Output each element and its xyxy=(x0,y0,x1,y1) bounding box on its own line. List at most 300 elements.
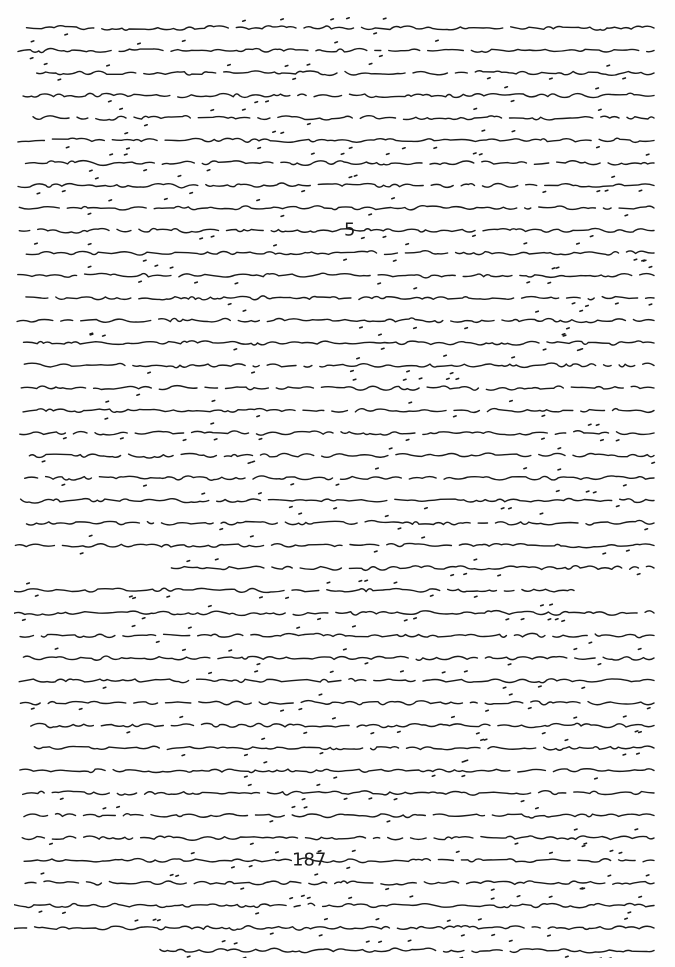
diacritic-mark xyxy=(27,583,30,584)
diacritic-mark xyxy=(297,627,300,628)
handwritten-line xyxy=(19,228,654,233)
diacritic-mark xyxy=(262,738,265,739)
handwritten-line xyxy=(24,858,654,863)
diacritic-mark xyxy=(479,919,482,920)
diacritic-mark xyxy=(556,619,559,620)
diacritic-mark xyxy=(637,753,640,754)
diacritic-mark xyxy=(117,807,120,808)
diacritic-mark xyxy=(137,394,140,395)
diacritic-mark xyxy=(447,378,450,379)
diacritic-mark xyxy=(450,373,453,374)
diacritic-mark xyxy=(635,731,638,732)
diacritic-mark xyxy=(32,708,35,709)
diacritic-mark xyxy=(121,438,124,439)
diacritic-mark xyxy=(229,650,232,651)
diacritic-mark xyxy=(398,528,401,529)
diacritic-mark xyxy=(596,88,599,89)
diacritic-mark xyxy=(454,416,457,417)
diacritic-mark xyxy=(142,618,145,619)
diacritic-mark xyxy=(209,673,212,674)
handwritten-line xyxy=(21,499,654,504)
handwritten-number: 5 xyxy=(344,219,356,241)
diacritic-mark xyxy=(144,170,147,171)
diacritic-mark xyxy=(574,717,577,718)
diacritic-mark xyxy=(603,553,606,554)
diacritic-mark xyxy=(55,648,58,649)
diacritic-mark xyxy=(291,484,294,485)
diacritic-mark xyxy=(145,125,148,126)
diacritic-mark xyxy=(365,663,368,664)
handwritten-line xyxy=(21,386,654,391)
handwritten-line xyxy=(25,116,654,120)
diacritic-mark xyxy=(369,798,372,799)
diacritic-mark xyxy=(290,507,293,508)
diacritic-mark xyxy=(243,310,246,311)
diacritic-mark xyxy=(386,889,389,890)
diacritic-mark xyxy=(178,176,181,177)
diacritic-mark xyxy=(432,775,435,776)
diacritic-mark xyxy=(646,875,649,876)
diacritic-mark xyxy=(58,79,61,80)
handwritten-line xyxy=(18,273,654,278)
diacritic-mark xyxy=(383,18,386,19)
diacritic-mark xyxy=(319,694,322,695)
diacritic-mark xyxy=(260,597,263,598)
diacritic-mark xyxy=(349,898,352,899)
diacritic-mark xyxy=(365,580,368,581)
diacritic-mark xyxy=(176,875,179,876)
diacritic-mark xyxy=(608,875,611,876)
diacritic-mark xyxy=(299,513,302,514)
handwritten-line xyxy=(14,48,654,52)
diacritic-mark xyxy=(521,801,524,802)
diacritic-mark xyxy=(456,379,459,380)
diacritic-mark xyxy=(258,148,261,149)
diacritic-mark xyxy=(167,596,170,597)
diacritic-mark xyxy=(407,371,410,372)
diacritic-mark xyxy=(255,102,258,103)
diacritic-mark xyxy=(318,619,321,620)
diacritic-mark xyxy=(299,709,302,710)
diacritic-mark xyxy=(383,237,386,238)
diacritic-mark xyxy=(331,19,334,20)
diacritic-mark xyxy=(35,243,38,244)
diacritic-mark xyxy=(344,259,347,260)
diacritic-mark xyxy=(110,154,113,155)
diacritic-mark xyxy=(540,513,543,514)
diacritic-mark xyxy=(401,671,404,672)
diacritic-mark xyxy=(130,596,133,597)
diacritic-mark xyxy=(89,535,92,536)
diacritic-mark xyxy=(248,463,251,464)
diacritic-mark xyxy=(575,829,578,830)
diacritic-mark xyxy=(637,574,640,575)
diacritic-mark xyxy=(639,732,642,733)
diacritic-mark xyxy=(389,448,392,449)
diacritic-mark xyxy=(349,177,352,178)
diacritic-mark xyxy=(527,282,530,283)
diacritic-mark xyxy=(256,913,259,914)
diacritic-mark xyxy=(251,536,254,537)
diacritic-mark xyxy=(452,717,455,718)
diacritic-mark xyxy=(642,260,645,261)
diacritic-mark xyxy=(509,508,512,509)
diacritic-mark xyxy=(249,785,252,786)
diacritic-mark xyxy=(574,649,577,650)
handwritten-line xyxy=(15,588,574,592)
diacritic-mark xyxy=(125,154,128,155)
diacritic-mark xyxy=(506,619,509,620)
diacritic-mark xyxy=(183,440,186,441)
diacritic-mark xyxy=(387,154,390,155)
diacritic-mark xyxy=(387,821,390,822)
diacritic-mark xyxy=(473,235,476,236)
diacritic-mark xyxy=(510,941,513,942)
diacritic-mark xyxy=(357,358,360,359)
diacritic-mark xyxy=(292,807,295,808)
diacritic-mark xyxy=(542,438,545,439)
diacritic-mark xyxy=(648,708,651,709)
diacritic-mark xyxy=(617,506,620,507)
diacritic-mark xyxy=(64,438,67,439)
diacritic-mark xyxy=(541,605,544,606)
diacritic-mark xyxy=(79,709,82,710)
diacritic-mark xyxy=(515,843,518,844)
diacritic-mark xyxy=(170,875,173,876)
diacritic-mark xyxy=(406,440,409,441)
diacritic-mark xyxy=(207,170,210,171)
diacritic-mark xyxy=(480,154,483,155)
diacritic-mark xyxy=(649,304,652,305)
handwritten-line xyxy=(20,431,654,435)
diacritic-mark xyxy=(96,178,99,179)
diacritic-mark xyxy=(62,484,65,485)
diacritic-mark xyxy=(138,43,141,44)
diacritic-mark xyxy=(90,334,93,335)
diacritic-mark xyxy=(320,753,323,754)
diacritic-mark xyxy=(243,109,246,110)
diacritic-mark xyxy=(543,349,546,350)
diacritic-mark xyxy=(586,491,589,492)
diacritic-mark xyxy=(304,807,307,808)
diacritic-mark xyxy=(334,508,337,509)
diacritic-mark xyxy=(359,581,362,582)
diacritic-mark xyxy=(567,328,570,329)
diacritic-mark xyxy=(394,799,397,800)
diacritic-mark xyxy=(652,462,655,463)
diacritic-mark xyxy=(558,469,561,470)
diacritic-mark xyxy=(616,303,619,304)
diacritic-mark xyxy=(465,328,468,329)
diacritic-mark xyxy=(37,193,40,194)
diacritic-mark xyxy=(344,649,347,650)
diacritic-mark xyxy=(30,58,33,59)
diacritic-mark xyxy=(243,20,246,21)
handwritten-line xyxy=(14,926,654,930)
handwritten-line xyxy=(24,363,654,368)
diacritic-mark xyxy=(334,777,337,778)
diacritic-mark xyxy=(333,718,336,719)
diacritic-mark xyxy=(103,687,106,688)
diacritic-mark xyxy=(222,941,225,942)
diacritic-mark xyxy=(50,844,53,845)
diacritic-mark xyxy=(612,176,615,177)
diacritic-mark xyxy=(414,288,417,289)
diacritic-mark xyxy=(548,283,551,284)
diacritic-mark xyxy=(376,919,379,920)
diacritic-mark xyxy=(646,154,649,155)
diacritic-mark xyxy=(462,761,465,762)
diacritic-mark xyxy=(281,710,284,711)
handwritten-line xyxy=(20,701,654,705)
diacritic-mark xyxy=(183,41,186,42)
diacritic-mark xyxy=(529,708,532,709)
diacritic-mark xyxy=(243,957,246,958)
diacritic-mark xyxy=(195,282,198,283)
diacritic-mark xyxy=(302,799,305,800)
diacritic-mark xyxy=(170,267,173,268)
diacritic-mark xyxy=(245,776,248,777)
diacritic-mark xyxy=(481,740,484,741)
diacritic-mark xyxy=(325,919,328,920)
diacritic-mark xyxy=(61,798,64,799)
diacritic-mark xyxy=(442,672,445,673)
diacritic-mark xyxy=(127,732,130,733)
diacritic-mark xyxy=(251,843,254,844)
diacritic-mark xyxy=(331,671,334,672)
diacritic-mark xyxy=(107,65,110,66)
diacritic-mark xyxy=(367,941,370,942)
handwritten-line xyxy=(18,138,654,142)
diacritic-mark xyxy=(235,283,238,284)
diacritic-mark xyxy=(512,131,515,132)
diacritic-mark xyxy=(542,415,545,416)
diacritic-mark xyxy=(369,214,372,215)
diacritic-mark xyxy=(562,334,565,335)
diacritic-mark xyxy=(404,379,407,380)
diacritic-mark xyxy=(584,843,587,844)
diacritic-mark xyxy=(192,853,195,854)
diacritic-mark xyxy=(508,664,511,665)
diacritic-mark xyxy=(23,620,26,621)
diacritic-mark xyxy=(462,935,465,936)
diacritic-mark xyxy=(349,148,352,149)
handwritten-line xyxy=(20,633,654,637)
diacritic-mark xyxy=(273,131,276,132)
diacritic-mark xyxy=(607,65,610,66)
diacritic-mark xyxy=(517,896,520,897)
handwritten-line xyxy=(171,566,654,571)
diacritic-mark xyxy=(580,311,583,312)
diacritic-mark xyxy=(302,896,305,897)
diacritic-mark xyxy=(42,461,45,462)
diacritic-mark xyxy=(281,216,284,217)
diacritic-mark xyxy=(308,124,311,125)
diacritic-mark xyxy=(382,348,385,349)
diacritic-mark xyxy=(63,191,66,192)
diacritic-mark xyxy=(550,853,553,854)
diacritic-mark xyxy=(628,912,631,913)
diacritic-mark xyxy=(599,109,602,110)
diacritic-mark xyxy=(88,244,91,245)
diacritic-mark xyxy=(276,852,279,853)
diacritic-mark xyxy=(595,778,598,779)
handwritten-line xyxy=(14,903,654,907)
diacritic-mark xyxy=(398,732,401,733)
diacritic-mark xyxy=(511,101,514,102)
handwritten-line xyxy=(29,71,654,76)
diacritic-mark xyxy=(464,574,467,575)
diacritic-mark xyxy=(39,911,42,912)
diacritic-mark xyxy=(286,598,289,599)
diacritic-mark xyxy=(245,755,248,756)
diacritic-mark xyxy=(460,958,463,959)
diacritic-mark xyxy=(369,64,372,65)
handwritten-line xyxy=(18,183,654,188)
diacritic-mark xyxy=(266,101,269,102)
handwritten-line xyxy=(23,656,654,660)
handwritten-line xyxy=(23,409,654,413)
handwritten-line xyxy=(27,26,655,31)
handwritten-line xyxy=(17,318,654,323)
handwritten-line xyxy=(27,520,655,525)
diacritic-mark xyxy=(477,733,480,734)
diacritic-mark xyxy=(257,416,260,417)
diacritic-mark xyxy=(106,401,109,402)
diacritic-mark xyxy=(379,334,382,335)
diacritic-mark xyxy=(597,147,600,148)
diacritic-mark xyxy=(319,935,322,936)
diacritic-mark xyxy=(158,920,161,921)
diacritic-mark xyxy=(290,898,293,899)
diacritic-mark xyxy=(341,154,344,155)
diacritic-mark xyxy=(347,18,350,19)
diacritic-mark xyxy=(548,619,551,620)
diacritic-mark xyxy=(200,238,203,239)
diacritic-mark xyxy=(536,808,539,809)
diacritic-mark xyxy=(379,941,382,942)
diacritic-mark xyxy=(486,710,489,711)
diacritic-mark xyxy=(425,508,428,509)
diacritic-mark xyxy=(624,716,627,717)
diacritic-mark xyxy=(539,686,542,687)
diacritic-mark xyxy=(594,492,597,493)
diacritic-mark xyxy=(524,243,527,244)
handwritten-line xyxy=(26,296,654,300)
diacritic-mark xyxy=(120,109,123,110)
diacritic-mark xyxy=(512,357,515,358)
diacritic-mark xyxy=(474,559,477,560)
diacritic-mark xyxy=(524,468,527,469)
diacritic-mark xyxy=(409,402,412,403)
handwritten-line xyxy=(14,206,654,210)
diacritic-mark xyxy=(380,56,383,57)
diacritic-mark xyxy=(376,468,379,469)
diacritic-mark xyxy=(548,935,551,936)
diacritic-mark xyxy=(625,215,628,216)
diacritic-mark xyxy=(153,919,156,920)
handwritten-line xyxy=(20,769,654,773)
diacritic-mark xyxy=(562,621,565,622)
diacritic-mark xyxy=(625,918,628,919)
diacritic-mark xyxy=(431,595,434,596)
diacritic-mark xyxy=(492,889,495,890)
diacritic-mark xyxy=(41,873,44,874)
handwritten-line xyxy=(22,836,654,840)
handwritten-line xyxy=(15,543,654,547)
diacritic-mark xyxy=(241,888,244,889)
diacritic-mark xyxy=(474,109,477,110)
diacritic-mark xyxy=(302,191,305,192)
diacritic-mark xyxy=(65,34,68,35)
diacritic-mark xyxy=(109,101,112,102)
diacritic-mark xyxy=(66,147,69,148)
diacritic-mark xyxy=(510,401,513,402)
diacritic-mark xyxy=(566,956,569,957)
diacritic-mark xyxy=(498,575,501,576)
diacritic-mark xyxy=(180,717,183,718)
diacritic-mark xyxy=(80,553,83,554)
diacritic-mark xyxy=(414,618,417,619)
diacritic-mark xyxy=(589,424,592,425)
diacritic-mark xyxy=(259,439,262,440)
diacritic-mark xyxy=(214,439,217,440)
diacritic-mark xyxy=(264,762,267,763)
diacritic-mark xyxy=(308,898,311,899)
handwritten-number: 187 xyxy=(292,849,327,871)
diacritic-mark xyxy=(623,78,626,79)
diacritic-mark xyxy=(580,349,583,350)
handwritten-line xyxy=(23,791,654,795)
diacritic-mark xyxy=(582,687,585,688)
diacritic-mark xyxy=(375,551,378,552)
handwritten-line xyxy=(19,679,654,683)
diacritic-mark xyxy=(312,153,315,154)
diacritic-mark xyxy=(386,516,389,517)
diacritic-mark xyxy=(536,311,539,312)
diacritic-mark xyxy=(619,853,622,854)
diacritic-mark xyxy=(405,620,408,621)
diacritic-mark xyxy=(550,78,553,79)
diacritic-mark xyxy=(563,335,566,336)
diacritic-mark xyxy=(90,170,93,171)
diacritic-mark xyxy=(645,529,648,530)
diacritic-mark xyxy=(434,148,437,149)
diacritic-mark xyxy=(596,425,599,426)
diacritic-mark xyxy=(315,874,318,875)
handwritten-line xyxy=(25,476,654,480)
diacritic-mark xyxy=(635,829,638,830)
diacritic-mark xyxy=(408,940,411,941)
diacritic-mark xyxy=(623,754,626,755)
diacritic-mark xyxy=(44,64,47,65)
diacritic-mark xyxy=(232,867,235,868)
diacritic-mark xyxy=(501,508,504,509)
diacritic-mark xyxy=(394,260,397,261)
diacritic-mark xyxy=(187,561,190,562)
diacritic-mark xyxy=(155,265,158,266)
diacritic-mark xyxy=(601,440,604,441)
diacritic-mark xyxy=(183,650,186,651)
handwritten-line xyxy=(21,453,654,458)
diacritic-mark xyxy=(187,956,190,957)
diacritic-mark xyxy=(491,898,494,899)
diacritic-mark xyxy=(444,355,447,356)
diacritic-mark xyxy=(133,598,136,599)
diacritic-mark xyxy=(419,378,422,379)
diacritic-mark xyxy=(543,192,546,193)
diacritic-mark xyxy=(182,755,185,756)
